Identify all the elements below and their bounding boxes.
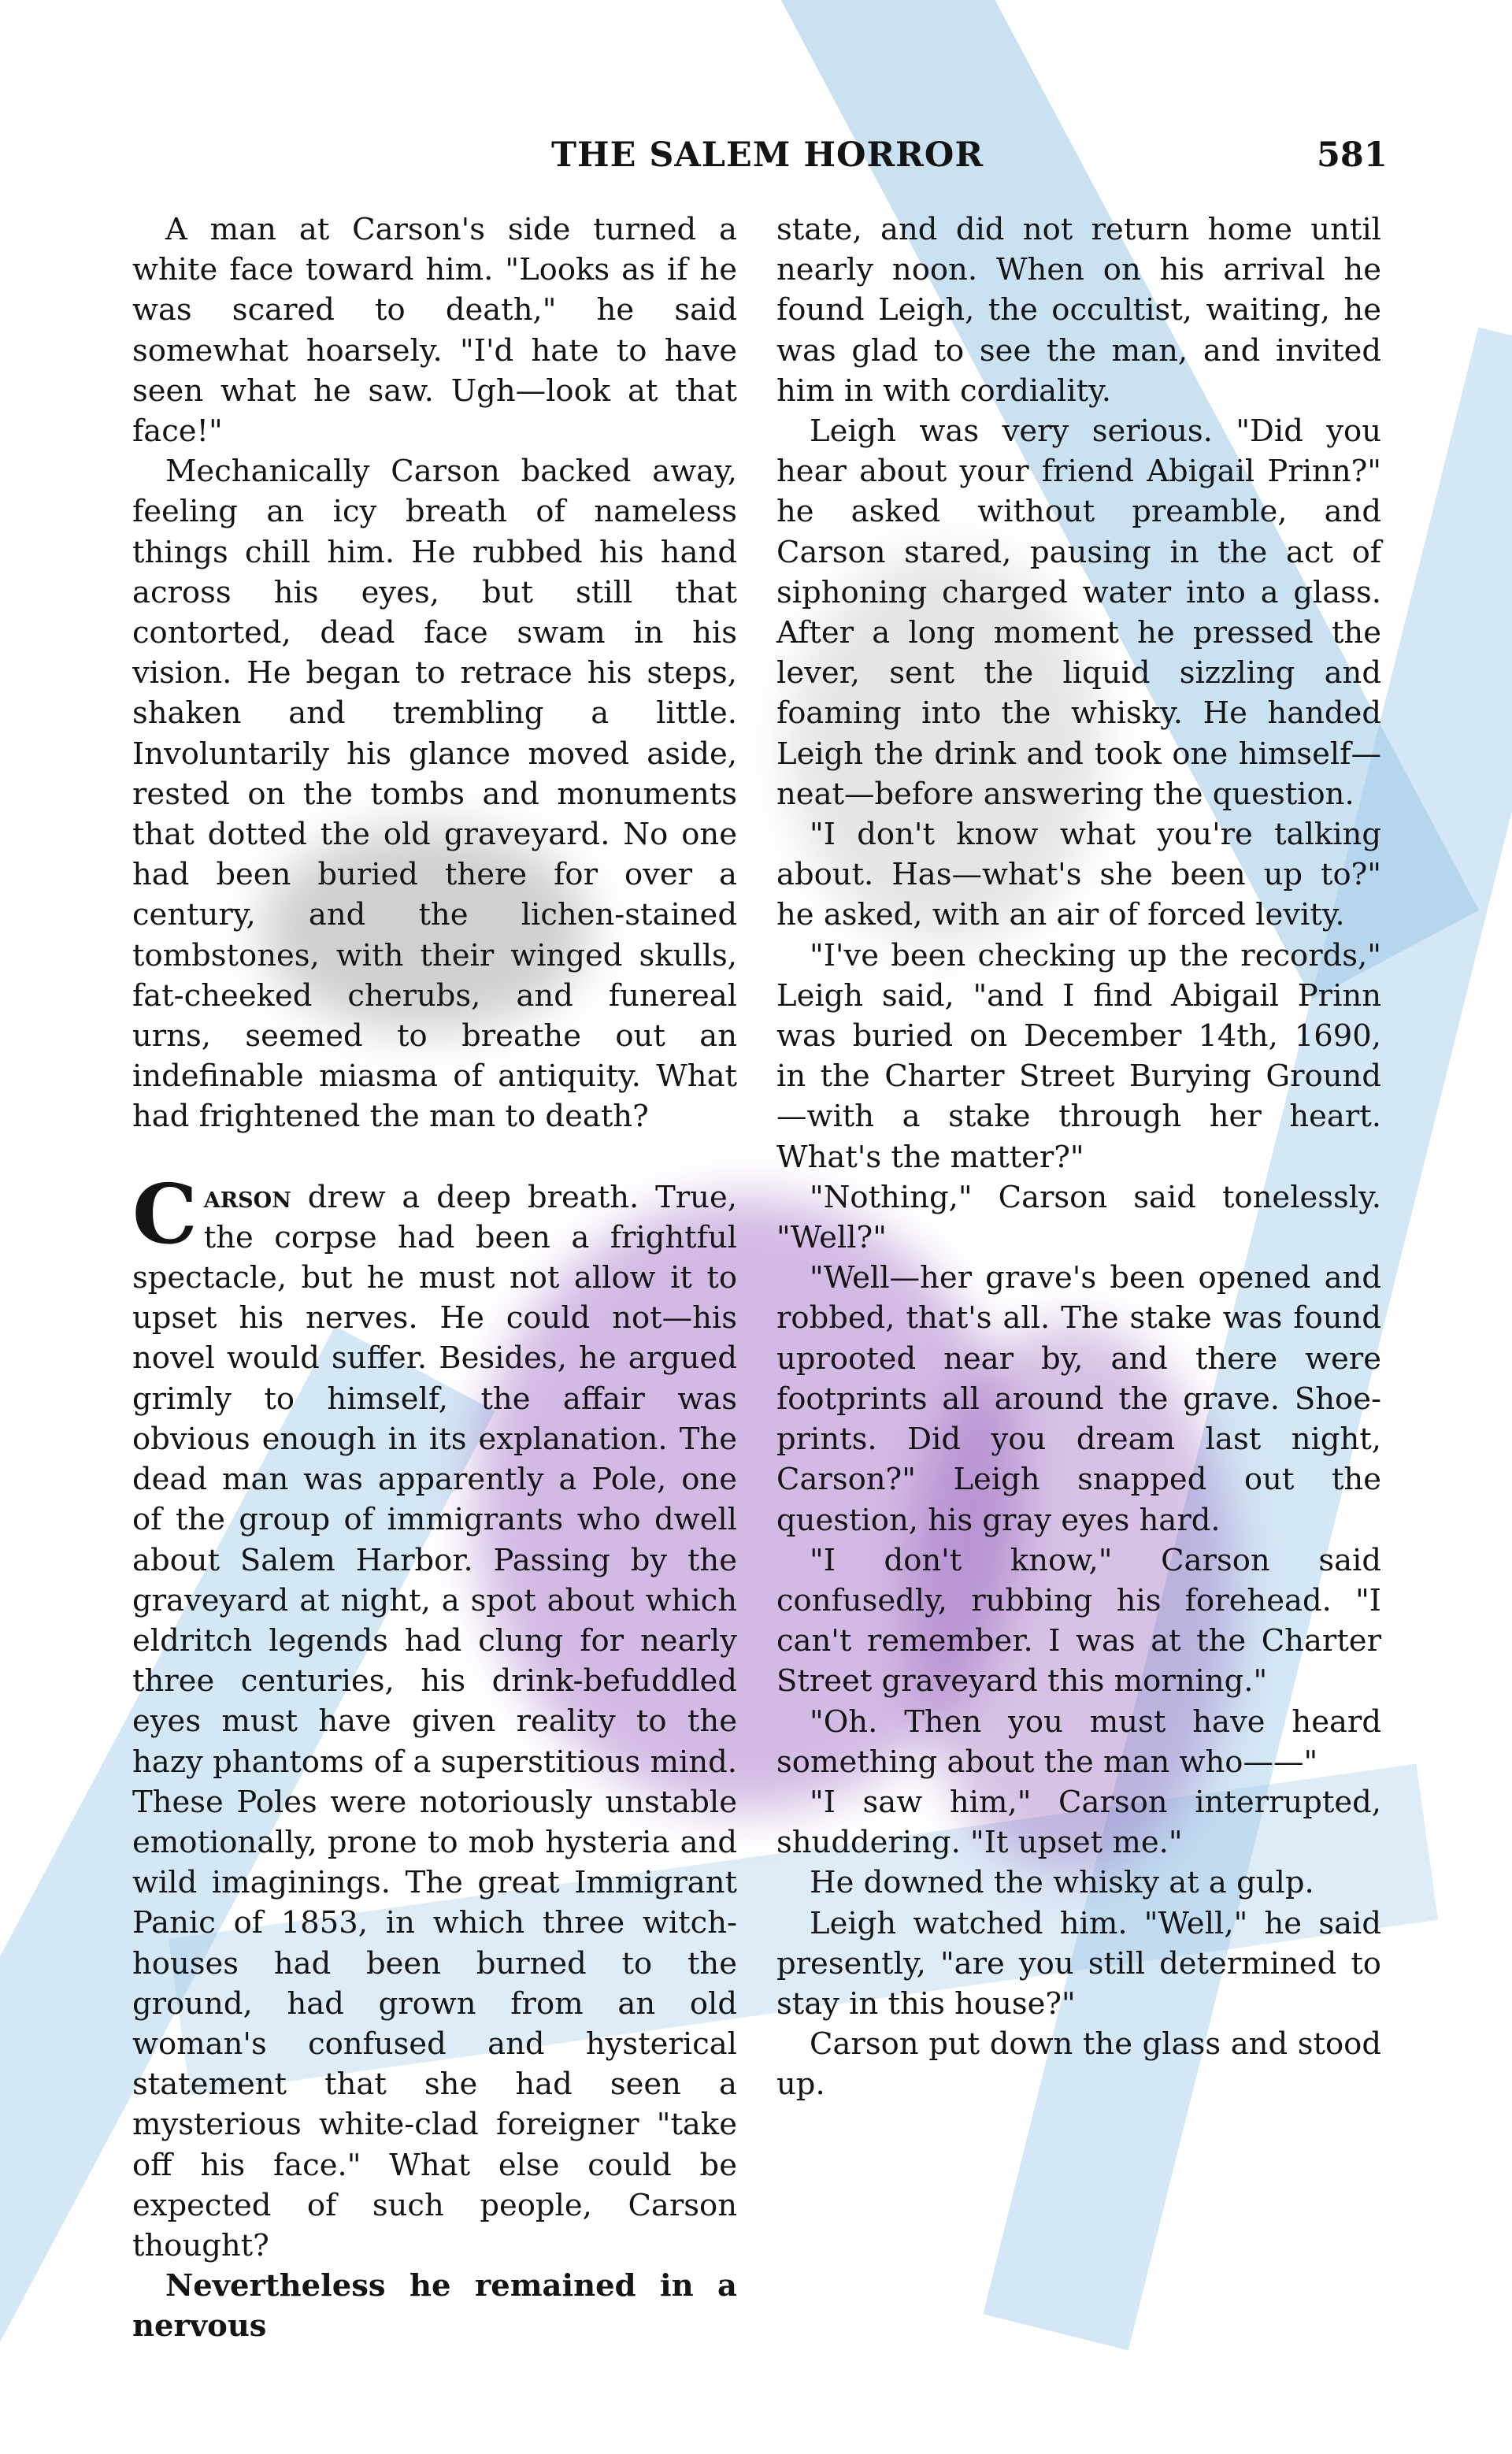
small-caps-lead: arson xyxy=(203,1179,291,1215)
paragraph: Nevertheless he remained in a nervous xyxy=(132,2268,737,2345)
paragraph-text: drew a deep breath. True, the corpse had been a frightful spectacle, but he must not allow it to upset his nerves. He could not—his novel would suffer. Besides, he argued grimly to himself, the affair was obvious enough in its explanation. The dead man was apparently a Pole, one of the group of immigrants who dwell about Salem Harbor. Passing by the graveyard at night, a spot about which eldritch legends had clung for nearly three centuries, his drink-befuddled eyes must have given reality to the hazy phantoms of a superstitious mind. These Poles were notoriously unstable emotionally, prone to mob hysteria and wild imaginings. The great Immigrant Panic of 1853, in which three witch-houses had been burned to the ground, had grown from an old woman's confused and hysterical statement that she had seen a mysterious white-clad foreigner "take off his face." What else could be expected of such people, Carson thought? xyxy=(132,1179,737,2263)
paragraph: "Nothing," Carson said tonelessly. "Well?" xyxy=(776,1179,1381,1256)
paragraph: "I don't know," Carson said confusedly, rubbing his forehead. "I can't remember. I was at the Charter Street graveyard this morning." xyxy=(776,1542,1381,1700)
paragraph: "Oh. Then you must have heard something about the man who——" xyxy=(776,1703,1381,1780)
paragraph: "I saw him," Carson interrupted, shuddering. "It upset me." xyxy=(776,1784,1381,1861)
page-number: 581 xyxy=(1317,135,1388,175)
running-title: THE SALEM HORROR xyxy=(551,135,984,175)
paragraph: He downed the whisky at a gulp. xyxy=(810,1865,1314,1901)
right-column xyxy=(776,209,1381,2105)
paragraph: Mechanically Carson backed away, feeling an icy breath of nameless things chill him. He rubbed his hand across his eyes, but still that contorted, dead face swam in his vision. He began to retrace his steps, shaken and trembling a little. Involuntarily his glance moved aside, rested on the tombs and monuments that dotted the old graveyard. No one had been buried there for over a century, and the lichen-stained tombstones, with their winged skulls, fat-cheeked cherubs, and funereal urns, seemed to breathe out an indefinable miasma of antiquity. What had frightened the man to death? xyxy=(132,454,737,1135)
paragraph: Leigh watched him. "Well," he said presently, "are you still determined to stay in this house?" xyxy=(776,1905,1381,2022)
paragraph: Leigh was very serious. "Did you hear about your friend Abigail Prinn?" he asked without preamble, and Carson stared, pausing in the act of siphoning charged water into a glass. After a long moment he pressed the lever, sent the liquid sizzling and foaming into the whisky. He handed Leigh the drink and took one himself—neat—before answering the question. xyxy=(776,413,1381,812)
running-head xyxy=(0,135,1512,191)
paragraph-with-dropcap xyxy=(132,1165,737,2266)
paragraph: "I don't know what you're talking about. Has—what's she been up to?" he asked, with an air of forced levity. xyxy=(776,817,1381,933)
left-column xyxy=(132,209,737,2347)
drop-cap: C xyxy=(132,1165,198,1262)
paragraph: "I've been checking up the records," Leigh said, "and I find Abigail Prinn was buried on December 14th, 1690, in the Charter Street Burying Ground—with a stake through her heart. What's the matter?" xyxy=(776,937,1381,1175)
paragraph: A man at Carson's side turned a white face toward him. "Looks as if he was scared to death," he said somewhat hoarsely. "I'd hate to have seen what he saw. Ugh—look at that face!" xyxy=(132,212,737,450)
paragraph: Carson put down the glass and stood up. xyxy=(776,2026,1381,2103)
section-break xyxy=(132,1137,737,1177)
paragraph: state, and did not return home until nearly noon. When on his arrival he found Leigh, the occultist, waiting, he was glad to see the man, and invited him in with cordiality. xyxy=(776,212,1381,409)
paragraph: "Well—her grave's been opened and robbed, that's all. The stake was found uprooted near by, and there were footprints all around the grave. Shoe-prints. Did you dream last night, Carson?" Leigh snapped out the question, his gray eyes hard. xyxy=(776,1260,1381,1538)
